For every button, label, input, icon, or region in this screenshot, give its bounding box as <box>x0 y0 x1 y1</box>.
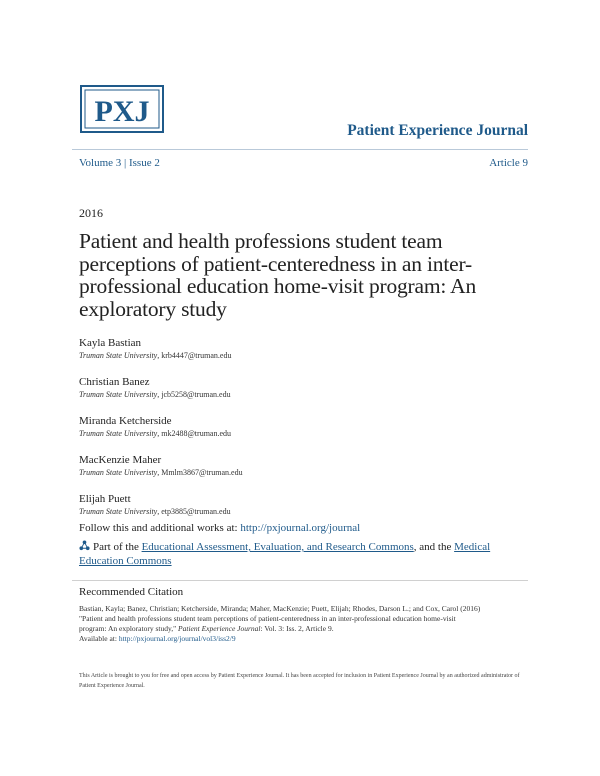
author-affiliation <box>79 428 519 439</box>
article-title: Patient and health professions student team perceptions of patient-centeredness in an inter-professional education home-visit program: An exploratory study <box>79 229 477 321</box>
author-institution: Truman State University <box>79 507 158 516</box>
publication-year: 2016 <box>79 206 103 220</box>
part-of-line <box>79 540 519 568</box>
author-affiliation <box>79 506 519 517</box>
medical-education-commons-link[interactable]: Medical Education Commons <box>79 541 491 567</box>
author-email: , etp3885@truman.edu <box>157 507 231 516</box>
partof-prefix: Part of the <box>93 541 142 553</box>
logo-text: PXJ <box>94 95 150 128</box>
citation-line <box>79 634 524 644</box>
partof-middle: , and the <box>413 541 455 553</box>
follow-label: Follow this and additional works at: <box>79 522 241 534</box>
author-institution: Truman State University <box>79 351 158 360</box>
author-name: Miranda Ketcherside <box>79 415 172 427</box>
article-url-link[interactable]: http://pxjournal.org/journal/vol3/iss2/9 <box>118 634 236 643</box>
author-name: MacKenzie Maher <box>79 454 162 466</box>
citation-title-end: program: An exploratory study," <box>79 624 179 633</box>
author-affiliation <box>79 467 519 478</box>
author-institution: Truman State University <box>79 390 158 399</box>
pxj-logo <box>80 85 164 133</box>
commons-network-icon <box>79 540 90 551</box>
author-affiliation <box>79 350 519 361</box>
journal-name[interactable]: Patient Experience Journal <box>347 122 528 139</box>
citation-divider <box>72 580 528 581</box>
educational-assessment-commons-link[interactable]: Educational Assessment, Evaluation, and Research Commons <box>141 541 414 553</box>
issue-link[interactable]: Issue 2 <box>128 157 160 169</box>
open-access-note: This Article is brought to you for free and open access by Patient Experience Journal. It has been accepted for inclusion in Patient Experience Journal by an authorized administrator of Patient Experience Journal. <box>79 673 520 689</box>
author-entry <box>79 453 519 478</box>
citation-line: "Patient and health professions student team perceptions of patient-centeredness in an inter-professional education home-visit <box>79 614 456 623</box>
follow-line <box>79 522 360 534</box>
available-label: Available at: <box>79 634 119 643</box>
author-entry <box>79 336 519 361</box>
author-entry <box>79 375 519 400</box>
author-institution: Truman State University <box>79 429 158 438</box>
author-email: , mk2488@truman.edu <box>157 429 232 438</box>
author-institution: Truman State Univeristy <box>79 468 158 477</box>
author-list <box>79 336 519 531</box>
author-name: Christian Banez <box>79 376 150 388</box>
author-email: , Mmlm3867@truman.edu <box>157 468 243 477</box>
author-affiliation <box>79 389 519 400</box>
header-divider <box>72 149 528 150</box>
citation-journal: Patient Experience Journal <box>178 624 261 633</box>
article-link[interactable]: Article 9 <box>489 157 528 169</box>
author-entry <box>79 492 519 517</box>
author-entry <box>79 414 519 439</box>
citation-line <box>79 624 524 634</box>
volume-link[interactable]: Volume 3 <box>79 157 122 169</box>
volume-issue-line <box>79 157 528 169</box>
journal-url-link[interactable]: http://pxjournal.org/journal <box>240 522 361 534</box>
separator: | <box>124 157 127 169</box>
recommended-citation-heading: Recommended Citation <box>79 586 184 598</box>
author-email: , jcb5258@truman.edu <box>157 390 231 399</box>
author-email: , krb4447@truman.edu <box>157 351 232 360</box>
citation-text <box>79 604 524 644</box>
author-name: Elijah Puett <box>79 493 131 505</box>
author-name: Kayla Bastian <box>79 337 142 349</box>
citation-line: Bastian, Kayla; Banez, Christian; Ketcherside, Miranda; Maher, MacKenzie; Puett, Elijah; Rhodes, Darson L.; and Cox, Carol (2016) <box>79 604 481 613</box>
citation-volume-info: : Vol. 3: Iss. 2, Article 9. <box>260 624 334 633</box>
